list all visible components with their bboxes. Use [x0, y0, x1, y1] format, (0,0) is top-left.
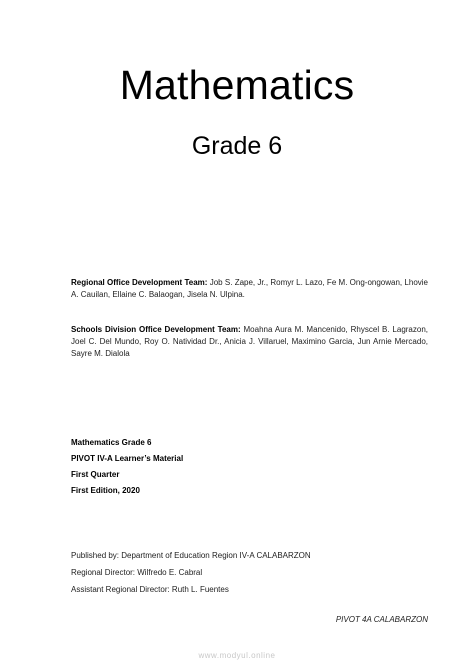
- publisher-info: [71, 550, 411, 601]
- material-type: PIVOT IV-A Learner’s Material: [71, 454, 184, 463]
- material-info: [71, 437, 371, 501]
- footer-label: PIVOT 4A CALABARZON: [335, 615, 428, 624]
- document-subtitle: Grade 6: [191, 132, 283, 160]
- regional-team-members: Job S. Zape, Jr., Romyr L. Lazo, Fe M. Ong-ongowan, Lhovie A. Cauilan, Ellaine C. Balaogan, Jisela N. Ulpina.: [71, 278, 428, 299]
- material-quarter: First Quarter: [71, 470, 120, 479]
- publisher-line: Published by: Department of Education Region IV-A CALABARZON: [71, 551, 311, 560]
- regional-team-label: Regional Office Development Team:: [71, 278, 208, 287]
- division-team-label: Schools Division Office Development Team:: [71, 325, 241, 334]
- document-title: Mathematics: [119, 62, 355, 108]
- material-subject: Mathematics Grade 6: [71, 438, 152, 447]
- assistant-director-line: Assistant Regional Director: Ruth L. Fuentes: [71, 585, 229, 594]
- material-edition: First Edition, 2020: [71, 486, 140, 495]
- division-team-members: Moahna Aura M. Mancenido, Rhyscel B. Lagrazon, Joel C. Del Mundo, Roy O. Natividad Dr., Anicia J. Villaruel, Maximino Garcia, Jun Arnie Mercado, Sayre M. Dialola: [71, 325, 428, 358]
- watermark-text: www.modyul.online: [198, 651, 276, 660]
- division-team-paragraph: [71, 324, 428, 360]
- regional-team-paragraph: [71, 277, 428, 301]
- regional-director-line: Regional Director: Wilfredo E. Cabral: [71, 568, 203, 577]
